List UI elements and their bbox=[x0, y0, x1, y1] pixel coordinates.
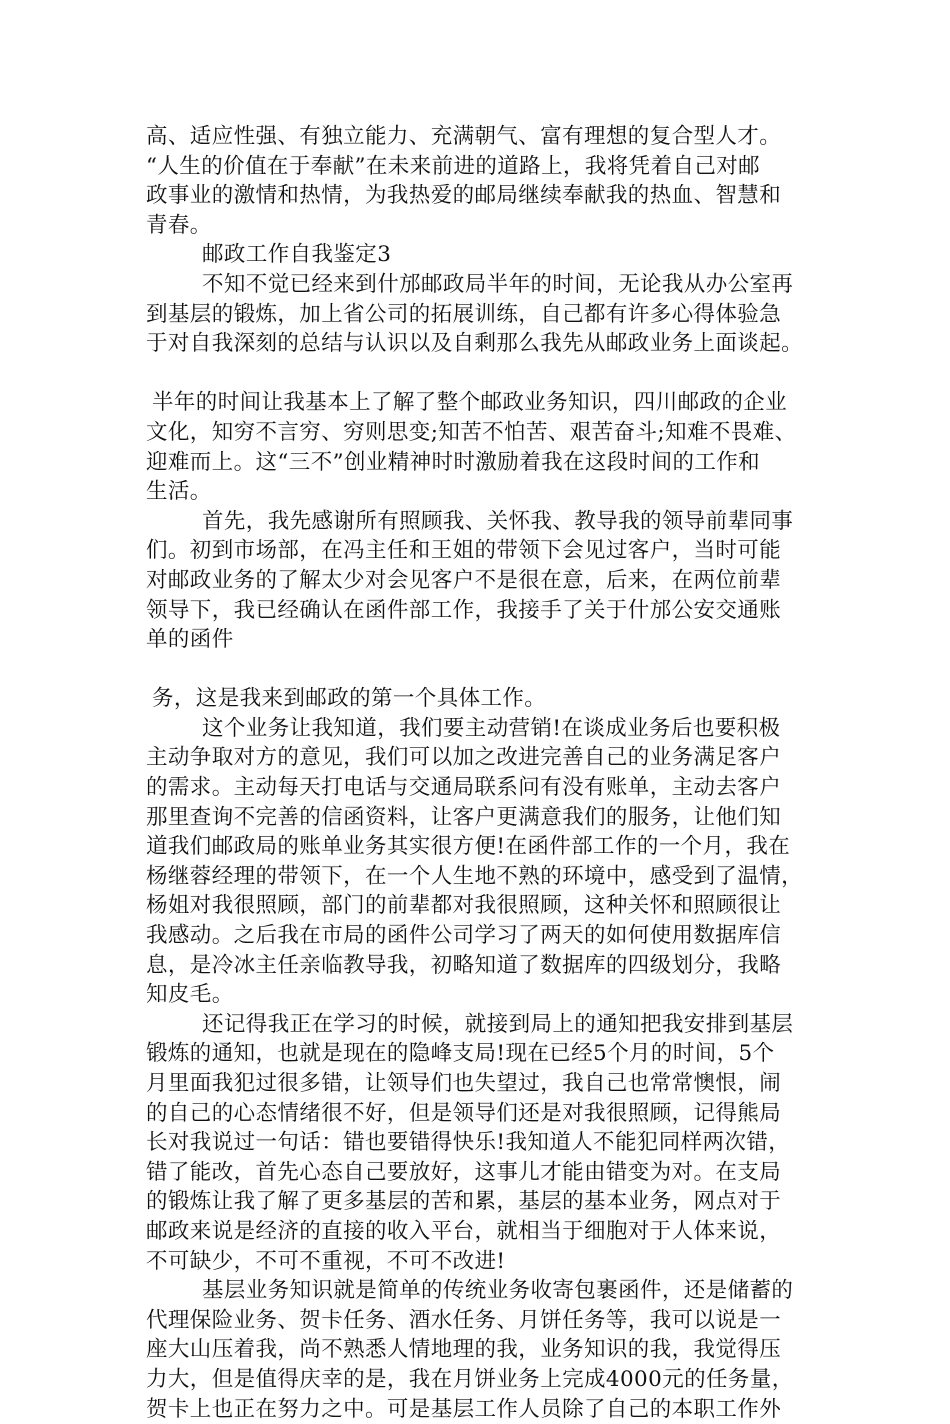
text-line: 这个业务让我知道，我们要主动营销!在谈成业务后也要积极 bbox=[202, 715, 781, 741]
text-line: 基层业务知识就是简单的传统业务收寄包裹函件，还是储蓄的 bbox=[202, 1278, 794, 1304]
text-line: 到基层的锻炼，加上省公司的拓展训练，自己都有许多心得体验急 bbox=[146, 301, 782, 327]
text-line: “人生的价值在于奉献”在未来前进的道路上，我将凭着自己对邮 bbox=[146, 153, 761, 179]
text-line: 文化，知穷不言穷、穷则思变;知苦不怕苦、艰苦奋斗;知难不畏难、 bbox=[146, 419, 797, 445]
text-line: 我感动。之后我在市局的函件公司学习了两天的如何使用数据库信 bbox=[146, 923, 782, 949]
text-line: 还记得我正在学习的时候，就接到局上的通知把我安排到基层 bbox=[202, 1011, 794, 1037]
text-line: 政事业的激情和热情，为我热爱的邮局继续奉献我的热血、智慧和 bbox=[146, 183, 782, 209]
text-line: 单的函件 bbox=[146, 627, 234, 653]
section-heading: 邮政工作自我鉴定3 bbox=[202, 242, 392, 268]
text-line: 杨继蓉经理的带领下，在一个人生地不熟的环境中，感受到了温情， bbox=[146, 863, 804, 889]
text-line: 杨姐对我很照顾，部门的前辈都对我很照顾，这种关怀和照顾很让 bbox=[146, 893, 782, 919]
text-line: 那里查询不完善的信函资料，让客户更满意我们的服务，让他们知 bbox=[146, 804, 782, 830]
text-line: 半年的时间让我基本上了解了整个邮政业务知识，四川邮政的企业 bbox=[152, 390, 788, 416]
text-line: 力大，但是值得庆幸的是，我在月饼业务上完成4000元的任务量， bbox=[146, 1366, 794, 1392]
text-line: 的锻炼让我了解了更多基层的苦和累，基层的基本业务，网点对于 bbox=[146, 1189, 782, 1215]
text-line: 的需求。主动每天打电话与交通局联系问有没有账单，主动去客户 bbox=[146, 775, 782, 801]
text-line: 贺卡上也正在努力之中。可是基层工作人员除了自己的本职工作外 bbox=[146, 1396, 782, 1422]
text-line: 座大山压着我，尚不熟悉人情地理的我，业务知识的我，我觉得压 bbox=[146, 1337, 782, 1363]
blank-line bbox=[146, 655, 806, 685]
text-line: 领导下，我已经确认在函件部工作，我接手了关于什邡公安交通账 bbox=[146, 597, 782, 623]
text-line: 错了能改，首先心态自己要放好，这事儿才能由错变为对。在支局 bbox=[146, 1159, 782, 1185]
text-line: 锻炼的通知，也就是现在的隐峰支局!现在已经5个月的时间，5个 bbox=[146, 1041, 775, 1067]
text-line: 知皮毛。 bbox=[146, 982, 234, 1008]
text-line: 主动争取对方的意见，我们可以加之改进完善自己的业务满足客户 bbox=[146, 745, 782, 771]
text-line: 不知不觉已经来到什邡邮政局半年的时间，无论我从办公室再 bbox=[202, 271, 794, 297]
text-line: 长对我说过一句话：错也要错得快乐!我知道人不能犯同样两次错， bbox=[146, 1130, 791, 1156]
text-line: 道我们邮政局的账单业务其实很方便!在函件部工作的一个月，我在 bbox=[146, 834, 791, 860]
text-line: 务，这是我来到邮政的第一个具体工作。 bbox=[152, 686, 547, 712]
text-line: 于对自我深刻的总结与认识以及自剩那么我先从邮政业务上面谈起。 bbox=[146, 331, 804, 357]
text-line: 代理保险业务、贺卡任务、酒水任务、月饼任务等，我可以说是一 bbox=[146, 1307, 782, 1333]
text-line: 高、适应性强、有独立能力、充满朝气、富有理想的复合型人才。 bbox=[146, 124, 782, 149]
text-line: 邮政来说是经济的直接的收入平台，就相当于细胞对于人体来说， bbox=[146, 1218, 782, 1244]
text-line: 月里面我犯过很多错，让领导们也失望过，我自己也常常懊恨，闹 bbox=[146, 1071, 782, 1096]
text-line: 生活。 bbox=[146, 479, 212, 505]
document-body bbox=[146, 122, 806, 1424]
blank-line bbox=[146, 359, 806, 389]
text-line: 的自己的心态情绪很不好，但是领导们还是对我很照顾，记得熊局 bbox=[146, 1100, 782, 1126]
text-line: 们。初到市场部，在冯主任和王姐的带领下会见过客户，当时可能 bbox=[146, 538, 782, 564]
text-line: 对邮政业务的了解太少对会见客户不是很在意，后来，在两位前辈 bbox=[146, 567, 782, 593]
text-line: 首先，我先感谢所有照顾我、关怀我、教导我的领导前辈同事 bbox=[202, 508, 794, 534]
text-line: 迎难而上。这“三不”创业精神时时激励着我在这段时间的工作和 bbox=[146, 449, 761, 475]
text-line: 不可缺少，不可不重视，不可不改进! bbox=[146, 1248, 506, 1274]
text-line: 青春。 bbox=[146, 212, 212, 238]
text-line: 息，是冷冰主任亲临教导我，初略知道了数据库的四级划分，我略 bbox=[146, 952, 782, 978]
